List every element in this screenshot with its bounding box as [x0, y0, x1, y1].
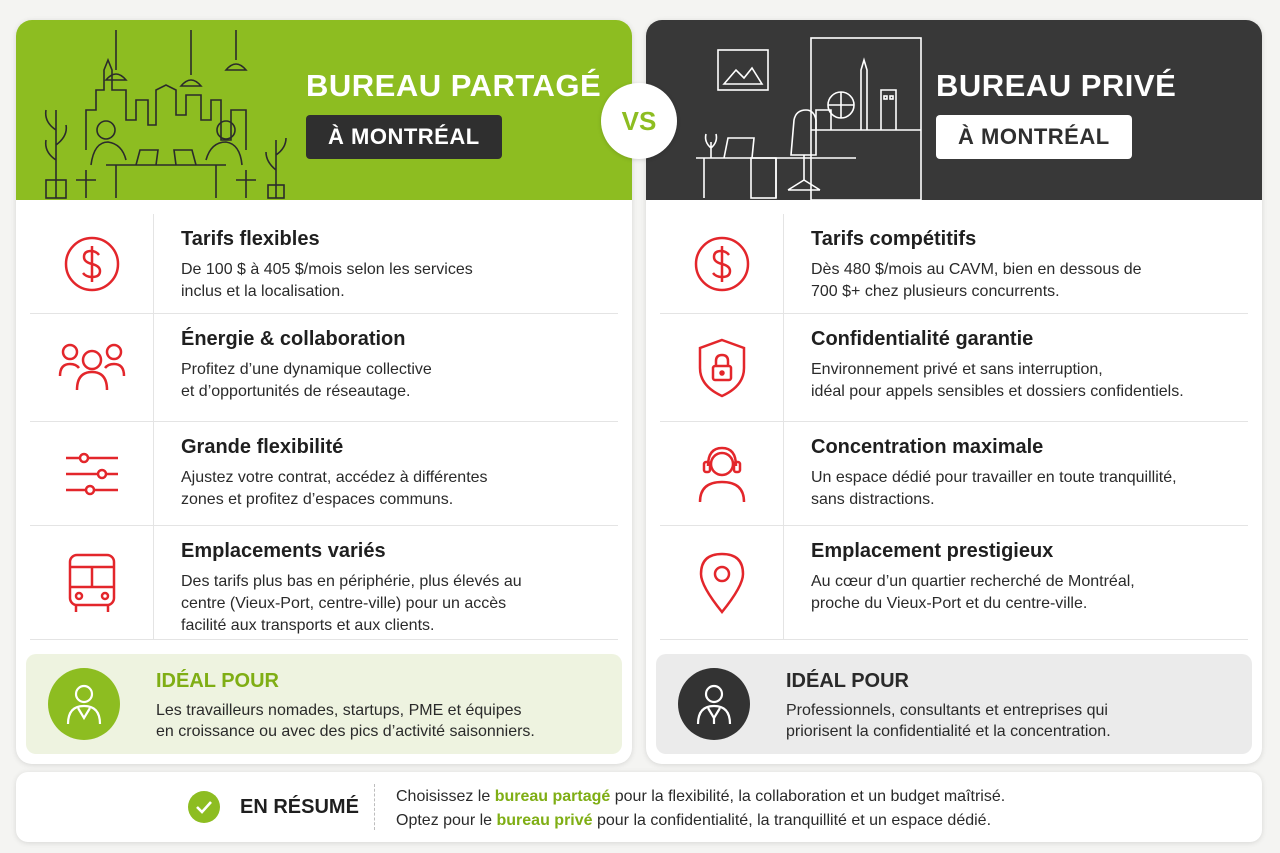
feature-desc-line: sans distractions. [811, 491, 935, 508]
summary-highlight-private: bureau privé [496, 812, 593, 829]
feature-desc-line: 700 $+ chez plusieurs concurrents. [811, 283, 1060, 300]
dollar-icon [30, 214, 154, 313]
feature-desc-line: idéal pour appels sensibles et dossiers confidentiels. [811, 383, 1184, 400]
feature-desc-line: zones et profitez d’espaces communs. [181, 491, 454, 508]
headset-person-icon [660, 422, 784, 525]
vs-badge: VS [601, 83, 677, 159]
summary-label: EN RÉSUMÉ [240, 796, 359, 818]
feature-desc-line: Ajustez votre contrat, accédez à différentes [181, 469, 488, 486]
summary-text [396, 785, 1005, 833]
feature-desc-line: De 100 $ à 405 $/mois selon les services [181, 261, 473, 278]
summary-divider [374, 784, 375, 830]
summary-banner [16, 772, 1262, 842]
feature-desc-line: Profitez d’une dynamique collective [181, 361, 432, 378]
feature-title: Emplacements variés [181, 540, 386, 562]
feature-desc-line: proche du Vieux-Port et du centre-ville. [811, 595, 1088, 612]
feature-desc-line: Au cœur d’un quartier recherché de Montréal, [811, 573, 1135, 590]
bus-icon [30, 526, 154, 639]
ideal-for-title: IDÉAL POUR [786, 670, 909, 692]
feature-title: Énergie & collaboration [181, 328, 406, 350]
feature-varied-locations [30, 526, 618, 640]
feature-title: Tarifs compétitifs [811, 228, 977, 250]
summary-highlight-shared: bureau partagé [494, 788, 611, 805]
location-pin-icon [660, 526, 784, 639]
summary-line-1 [396, 785, 1005, 809]
ideal-for-line: en croissance ou avec des pics d’activité saisonniers. [156, 723, 535, 740]
shared-office-title: BUREAU PARTAGÉ [306, 68, 602, 103]
private-office-card [646, 20, 1262, 764]
ideal-for-title: IDÉAL POUR [156, 670, 279, 692]
summary-text-part: pour la confidentialité, la tranquillité et un espace dédié. [592, 812, 992, 829]
user-avatar-icon [48, 668, 120, 740]
summary-text-part: Optez pour le [396, 812, 497, 829]
feature-desc-line: centre (Vieux-Port, centre-ville) pour un accès [181, 595, 507, 612]
summary-line-2 [396, 809, 1005, 833]
shield-lock-icon [660, 314, 784, 421]
feature-title: Concentration maximale [811, 436, 1044, 458]
feature-flexible-rates [30, 214, 618, 314]
ideal-for-line: Professionnels, consultants et entreprises qui [786, 702, 1108, 719]
feature-prestigious-location [660, 526, 1248, 640]
feature-title: Confidentialité garantie [811, 328, 1034, 350]
shared-office-subtitle: À MONTRÉAL [306, 115, 502, 159]
ideal-for-line: priorisent la confidentialité et la concentration. [786, 723, 1111, 740]
private-office-subtitle: À MONTRÉAL [936, 115, 1132, 159]
feature-great-flexibility [30, 422, 618, 526]
private-office-header [646, 20, 1262, 200]
checkmark-icon [188, 791, 220, 823]
private-office-ideal-for [656, 654, 1252, 754]
shared-office-ideal-for [26, 654, 622, 754]
private-office-title: BUREAU PRIVÉ [936, 68, 1177, 103]
shared-office-header [16, 20, 632, 200]
feature-title: Grande flexibilité [181, 436, 344, 458]
ideal-for-line: Les travailleurs nomades, startups, PME et équipes [156, 702, 522, 719]
feature-desc-line: Des tarifs plus bas en périphérie, plus élevés au [181, 573, 522, 590]
dollar-icon [660, 214, 784, 313]
feature-energy-collaboration [30, 314, 618, 422]
feature-desc-line: Environnement privé et sans interruption, [811, 361, 1103, 378]
feature-desc-line: facilité aux transports et aux clients. [181, 617, 435, 634]
summary-text-part: Choisissez le [396, 788, 495, 805]
coworking-illustration-icon [36, 30, 296, 200]
shared-office-card [16, 20, 632, 764]
feature-desc-line: inclus et la localisation. [181, 283, 345, 300]
feature-desc-line: et d’opportunités de réseautage. [181, 383, 411, 400]
feature-desc-line: Dès 480 $/mois au CAVM, bien en dessous de [811, 261, 1142, 278]
feature-title: Tarifs flexibles [181, 228, 320, 250]
feature-maximum-focus [660, 422, 1248, 526]
user-avatar-icon [678, 668, 750, 740]
people-icon [30, 314, 154, 421]
summary-text-part: pour la flexibilité, la collaboration et un budget maîtrisé. [610, 788, 1006, 805]
feature-guaranteed-privacy [660, 314, 1248, 422]
feature-desc-line: Un espace dédié pour travailler en toute tranquillité, [811, 469, 1177, 486]
feature-title: Emplacement prestigieux [811, 540, 1054, 562]
feature-competitive-rates [660, 214, 1248, 314]
sliders-icon [30, 422, 154, 525]
private-office-illustration-icon [666, 30, 926, 200]
